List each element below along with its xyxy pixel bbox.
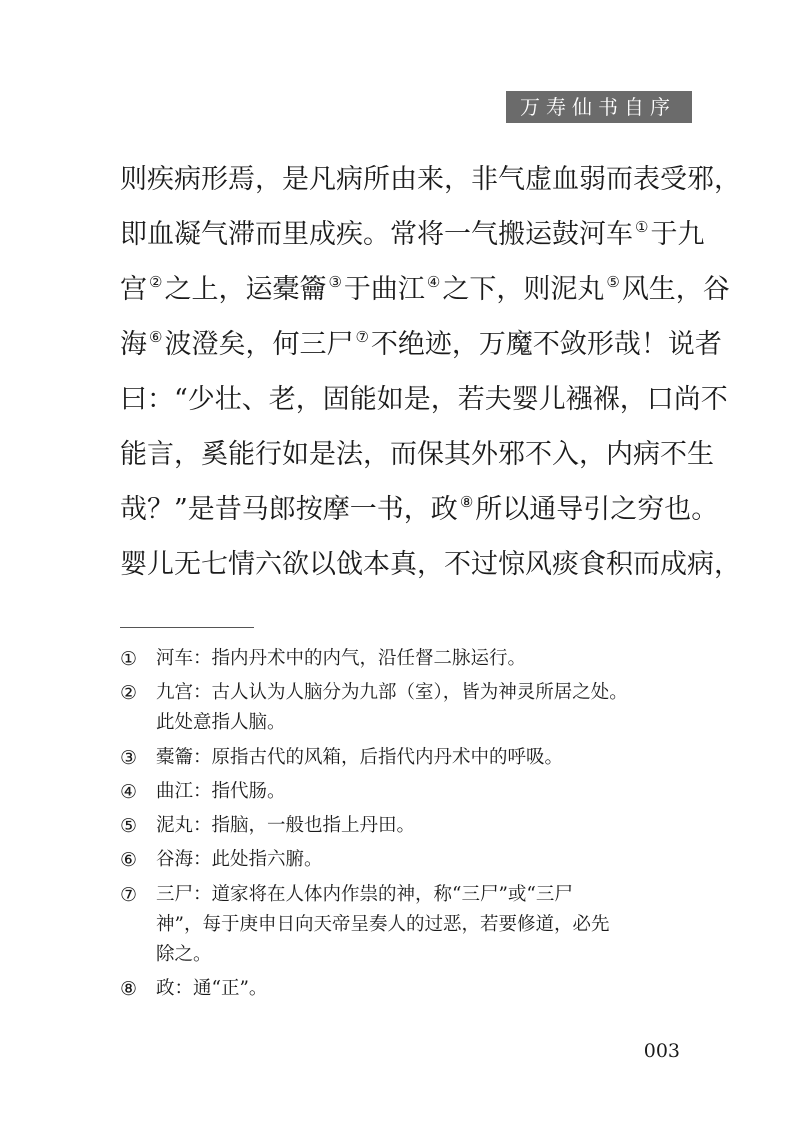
footnote-item — [120, 845, 700, 875]
text-line — [120, 427, 714, 482]
footnote-line: 谷海：此处指六腑。 — [156, 849, 323, 871]
footnote-line: 除之。 — [156, 943, 212, 965]
footnote-item — [120, 743, 700, 773]
footnote-text — [156, 880, 609, 970]
text-line — [120, 317, 722, 372]
footnote-line: 神”，每于庚申日向天帝呈奏人的过恶，若要修道，必先 — [156, 913, 610, 935]
footnote-line: 曲江：指代肠。 — [156, 780, 286, 802]
text-segment: 于曲江 — [343, 274, 425, 305]
text-segment: 之下，则泥丸 — [442, 274, 605, 305]
footnote-marker: ⑦ — [355, 328, 369, 346]
footnote-text — [156, 678, 628, 738]
text-segment: 于九 — [650, 219, 705, 250]
footnote-item — [120, 678, 700, 738]
footnote-marker: ④ — [426, 273, 441, 291]
footnote-marker: ⑥ — [149, 328, 163, 346]
text-segment: 不绝迹，万魔不敛形哉！说者 — [370, 329, 722, 360]
footnote-separator — [120, 627, 254, 628]
footnote-marker: ① — [635, 218, 649, 236]
text-segment: 宫 — [120, 274, 147, 305]
text-line — [120, 372, 728, 427]
text-segment: 海 — [120, 329, 147, 360]
footnote-text — [156, 845, 323, 875]
footnote-item — [120, 974, 700, 1004]
footnote-number: ⑥ — [120, 849, 138, 872]
footnote-marker: ② — [149, 273, 163, 291]
footnote-marker: ③ — [328, 273, 342, 291]
footnote-marker: ⑤ — [606, 273, 620, 291]
text-segment: 曰：“少壮、老，固能如是，若夫婴儿襁褓，口尚不 — [120, 384, 728, 415]
footnote-number: ⑦ — [120, 883, 138, 906]
footnote-text — [156, 974, 267, 1004]
footnote-number: ⑧ — [120, 978, 138, 1001]
footnote-text — [156, 777, 286, 807]
text-segment: 所以通导引之穷也。 — [475, 494, 719, 525]
text-segment: 则疾病形焉，是凡病所由来，非气虚血弱而表受邪， — [120, 164, 741, 195]
text-segment: 之上，运橐籥 — [164, 274, 327, 305]
footnote-number: ② — [120, 682, 138, 705]
footnote-line: 橐籥：原指古代的风箱，后指代内丹术中的呼吸。 — [156, 746, 564, 768]
footnote-number: ⑤ — [120, 815, 138, 838]
footnote-text — [156, 644, 526, 674]
footnote-number: ④ — [120, 780, 138, 803]
footnote-text — [156, 811, 415, 841]
footnote-number: ③ — [120, 746, 138, 769]
text-segment: 波澄矣，何三尸 — [164, 329, 354, 360]
footnote-line: 九宫：古人认为人脑分为九部（室），皆为神灵所居之处。 — [156, 682, 628, 704]
footnote-line: 政：通“正”。 — [156, 978, 268, 1000]
text-segment: 哉？”是昔马郎按摩一书，政 — [120, 494, 458, 525]
footnote-item — [120, 777, 700, 807]
footnote-line: 泥丸：指脑，一般也指上丹田。 — [156, 815, 416, 837]
footnote-item — [120, 811, 700, 841]
footnote-line: 三尸：道家将在人体内作祟的神，称“三尸”或“三尸 — [156, 883, 573, 905]
text-line — [120, 207, 705, 262]
footnote-text — [156, 743, 563, 773]
text-line — [120, 152, 741, 207]
footnote-number: ① — [120, 648, 138, 670]
footnote-marker: ⑧ — [459, 493, 474, 511]
footnote-item — [120, 644, 700, 674]
text-segment: 风生，谷 — [621, 274, 730, 305]
text-segment: 即血凝气滞而里成疾。常将一气搬运鼓河车 — [120, 219, 633, 250]
footnotes — [120, 644, 700, 1008]
text-line — [120, 262, 730, 317]
body-text — [120, 152, 741, 592]
text-segment: 婴儿无七情六欲以戗本真，不过惊风痰食积而成病， — [120, 549, 741, 580]
footnote-line: 河车：指内丹术中的内气，沿任督二脉运行。 — [156, 648, 527, 669]
page-number: 003 — [643, 1040, 680, 1062]
text-line — [120, 537, 741, 592]
text-segment: 能言，奚能行如是法，而保其外邪不入，内病不生 — [120, 439, 714, 470]
text-line — [120, 482, 719, 537]
running-head-title: 万寿仙书自序 — [506, 91, 692, 123]
footnote-line: 此处意指人脑。 — [156, 712, 286, 734]
footnote-item — [120, 880, 700, 970]
